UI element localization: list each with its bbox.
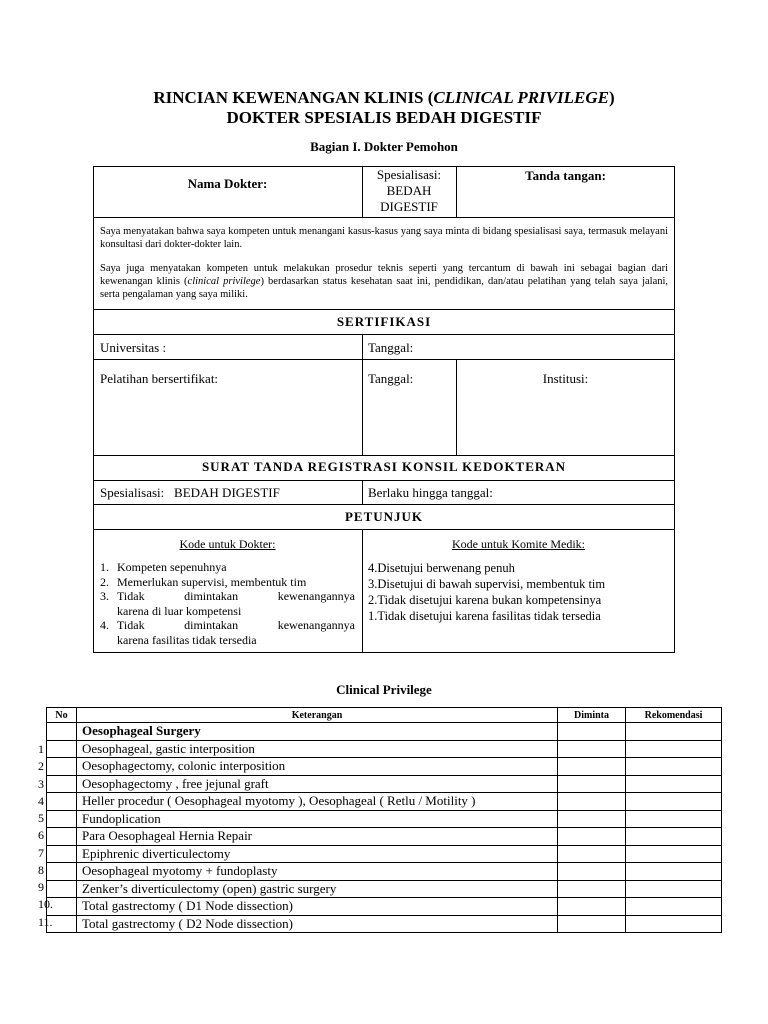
row-number: 4 — [38, 794, 44, 808]
row-number: 3 — [38, 777, 44, 791]
column-header-rekomendasi: Rekomendasi — [626, 708, 722, 723]
rekomendasi-cell[interactable] — [626, 828, 722, 846]
procedure-name: Total gastrectomy ( D2 Node dissection) — [77, 915, 558, 933]
diminta-cell[interactable] — [558, 845, 626, 863]
procedure-name: Fundoplication — [77, 810, 558, 828]
table-row — [47, 880, 722, 898]
rekomendasi-cell[interactable] — [626, 723, 722, 741]
procedure-name: Oesophageal myotomy + fundoplasty — [77, 863, 558, 881]
rekomendasi-cell[interactable] — [626, 845, 722, 863]
str-heading: SURAT TANDA REGISTRASI KONSIL KEDOKTERAN — [201, 459, 567, 474]
diminta-cell[interactable] — [558, 723, 626, 741]
privilege-heading: Clinical Privilege — [336, 682, 432, 697]
document-title-line1: RINCIAN KEWENANGAN KLINIS (CLINICAL PRIVILEGE) — [153, 88, 615, 107]
procedure-name: Heller procedur ( Oesophageal myotomy ), Oesophageal ( Retlu / Motility ) — [77, 793, 558, 811]
group-label: Oesophageal Surgery — [77, 723, 558, 741]
column-header-diminta: Diminta — [558, 708, 626, 723]
kode-dokter-list — [100, 560, 355, 647]
list-item: 1. Kompeten sepenuhnya — [100, 560, 227, 574]
kode-dokter-heading: Kode untuk Dokter: — [179, 537, 276, 551]
list-item-cont: karena di luar kompetensi — [117, 603, 242, 618]
row-number: 9 — [38, 880, 44, 894]
procedure-name: Total gastrectomy ( D1 Node dissection) — [77, 898, 558, 916]
procedure-name: Zenker’s diverticulectomy (open) gastric surgery — [77, 880, 558, 898]
row-number: 6 — [38, 828, 44, 842]
diminta-cell[interactable] — [558, 740, 626, 758]
table-group-row — [47, 723, 722, 741]
row-number: 8 — [38, 863, 44, 877]
tanda-tangan-label: Tanda tangan: — [525, 168, 606, 183]
list-item: 4.Disetujui berwenang penuh — [368, 561, 515, 575]
universitas-label: Universitas : — [100, 340, 167, 355]
table-row — [47, 810, 722, 828]
rekomendasi-cell[interactable] — [626, 880, 722, 898]
tanggal-label: Tanggal: — [368, 340, 414, 355]
privilege-table — [46, 707, 722, 933]
tanggal-pelatihan-label: Tanggal: — [368, 371, 414, 386]
section-heading: Bagian I. Dokter Pemohon — [310, 139, 458, 154]
rekomendasi-cell[interactable] — [626, 810, 722, 828]
institusi-label: Institusi: — [542, 371, 589, 386]
procedure-name: Oesophagectomy , free jejunal graft — [77, 775, 558, 793]
procedure-name: Oesophagectomy, colonic interposition — [77, 758, 558, 776]
procedure-name: Epiphrenic diverticulectomy — [77, 845, 558, 863]
diminta-cell[interactable] — [558, 915, 626, 933]
table-row — [47, 775, 722, 793]
table-row — [47, 915, 722, 933]
rekomendasi-cell[interactable] — [626, 915, 722, 933]
statement-paragraph-1: Saya menyatakan bahwa saya kompeten untuk menangani kasus-kasus yang saya minta di bidang spesialisasi saya, termasuk melayani konsultasi dari dokter-dokter lain. — [100, 226, 668, 250]
str-spesialisasi: Spesialisasi: BEDAH DIGESTIF — [100, 485, 280, 500]
row-number: 2 — [38, 759, 44, 773]
diminta-cell[interactable] — [558, 828, 626, 846]
pelatihan-label: Pelatihan bersertifikat: — [100, 371, 219, 386]
rekomendasi-cell[interactable] — [626, 775, 722, 793]
procedure-name: Para Oesophageal Hernia Repair — [77, 828, 558, 846]
row-number: 1 — [38, 742, 44, 756]
table-row — [47, 898, 722, 916]
diminta-cell[interactable] — [558, 758, 626, 776]
table-header-row — [47, 708, 722, 723]
rekomendasi-cell[interactable] — [626, 758, 722, 776]
table-row — [47, 758, 722, 776]
rekomendasi-cell[interactable] — [626, 740, 722, 758]
petunjuk-heading: PETUNJUK — [344, 509, 424, 524]
table-row — [47, 845, 722, 863]
spesialisasi-label: Spesialisasi: — [376, 167, 442, 182]
spesialisasi-field — [362, 167, 456, 215]
document-title-line2: DOKTER SPESIALIS BEDAH DIGESTIF — [226, 108, 542, 127]
row-number: 5 — [38, 811, 44, 825]
table-row — [47, 863, 722, 881]
table-row — [47, 740, 722, 758]
column-header-keterangan: Keterangan — [77, 708, 558, 723]
row-number: 7 — [38, 846, 44, 860]
row-number: 11. — [38, 915, 53, 929]
table-row — [47, 793, 722, 811]
statement-paragraph-2: Saya juga menyatakan kompeten untuk melakukan prosedur teknis seperti yang tercantum di bawah ini sebagai bagian dari kewenangan klinis (clinical privilege) berdasarkan status kesehatan saat ini, pendidikan, dan/atau pelatihan yang telah saya jalani, serta pengalaman yang saya miliki. — [100, 263, 669, 300]
kode-komite-list — [368, 560, 673, 624]
list-item: 2. Memerlukan supervisi, membentuk tim — [100, 574, 307, 589]
spesialisasi-value: BEDAH — [386, 183, 432, 198]
diminta-cell[interactable] — [558, 880, 626, 898]
rekomendasi-cell[interactable] — [626, 898, 722, 916]
row-number: 10. — [38, 897, 53, 911]
list-item: 3. Tidak dimintakan kewenangannya — [100, 589, 355, 603]
rekomendasi-cell[interactable] — [626, 793, 722, 811]
spesialisasi-value-cont: DIGESTIF — [380, 199, 438, 214]
diminta-cell[interactable] — [558, 810, 626, 828]
column-header-no: No — [47, 708, 77, 723]
berlaku-label: Berlaku hingga tanggal: — [368, 485, 493, 500]
list-item: 2.Tidak disetujui karena bukan kompetensinya — [368, 593, 602, 607]
list-item: 4. Tidak dimintakan kewenangannya — [100, 618, 355, 632]
list-item: 3.Disetujui di bawah supervisi, membentuk tim — [368, 577, 606, 591]
list-item-cont: karena fasilitas tidak tersedia — [117, 632, 257, 647]
diminta-cell[interactable] — [558, 793, 626, 811]
rekomendasi-cell[interactable] — [626, 863, 722, 881]
diminta-cell[interactable] — [558, 898, 626, 916]
nama-dokter-label: Nama Dokter: — [187, 176, 268, 191]
list-item: 1.Tidak disetujui karena fasilitas tidak tersedia — [368, 609, 601, 623]
diminta-cell[interactable] — [558, 775, 626, 793]
diminta-cell[interactable] — [558, 863, 626, 881]
kode-komite-heading: Kode untuk Komite Medik: — [452, 537, 585, 551]
procedure-name: Oesophageal, gastic interposition — [77, 740, 558, 758]
table-row — [47, 828, 722, 846]
sertifikasi-heading: SERTIFIKASI — [336, 314, 432, 329]
